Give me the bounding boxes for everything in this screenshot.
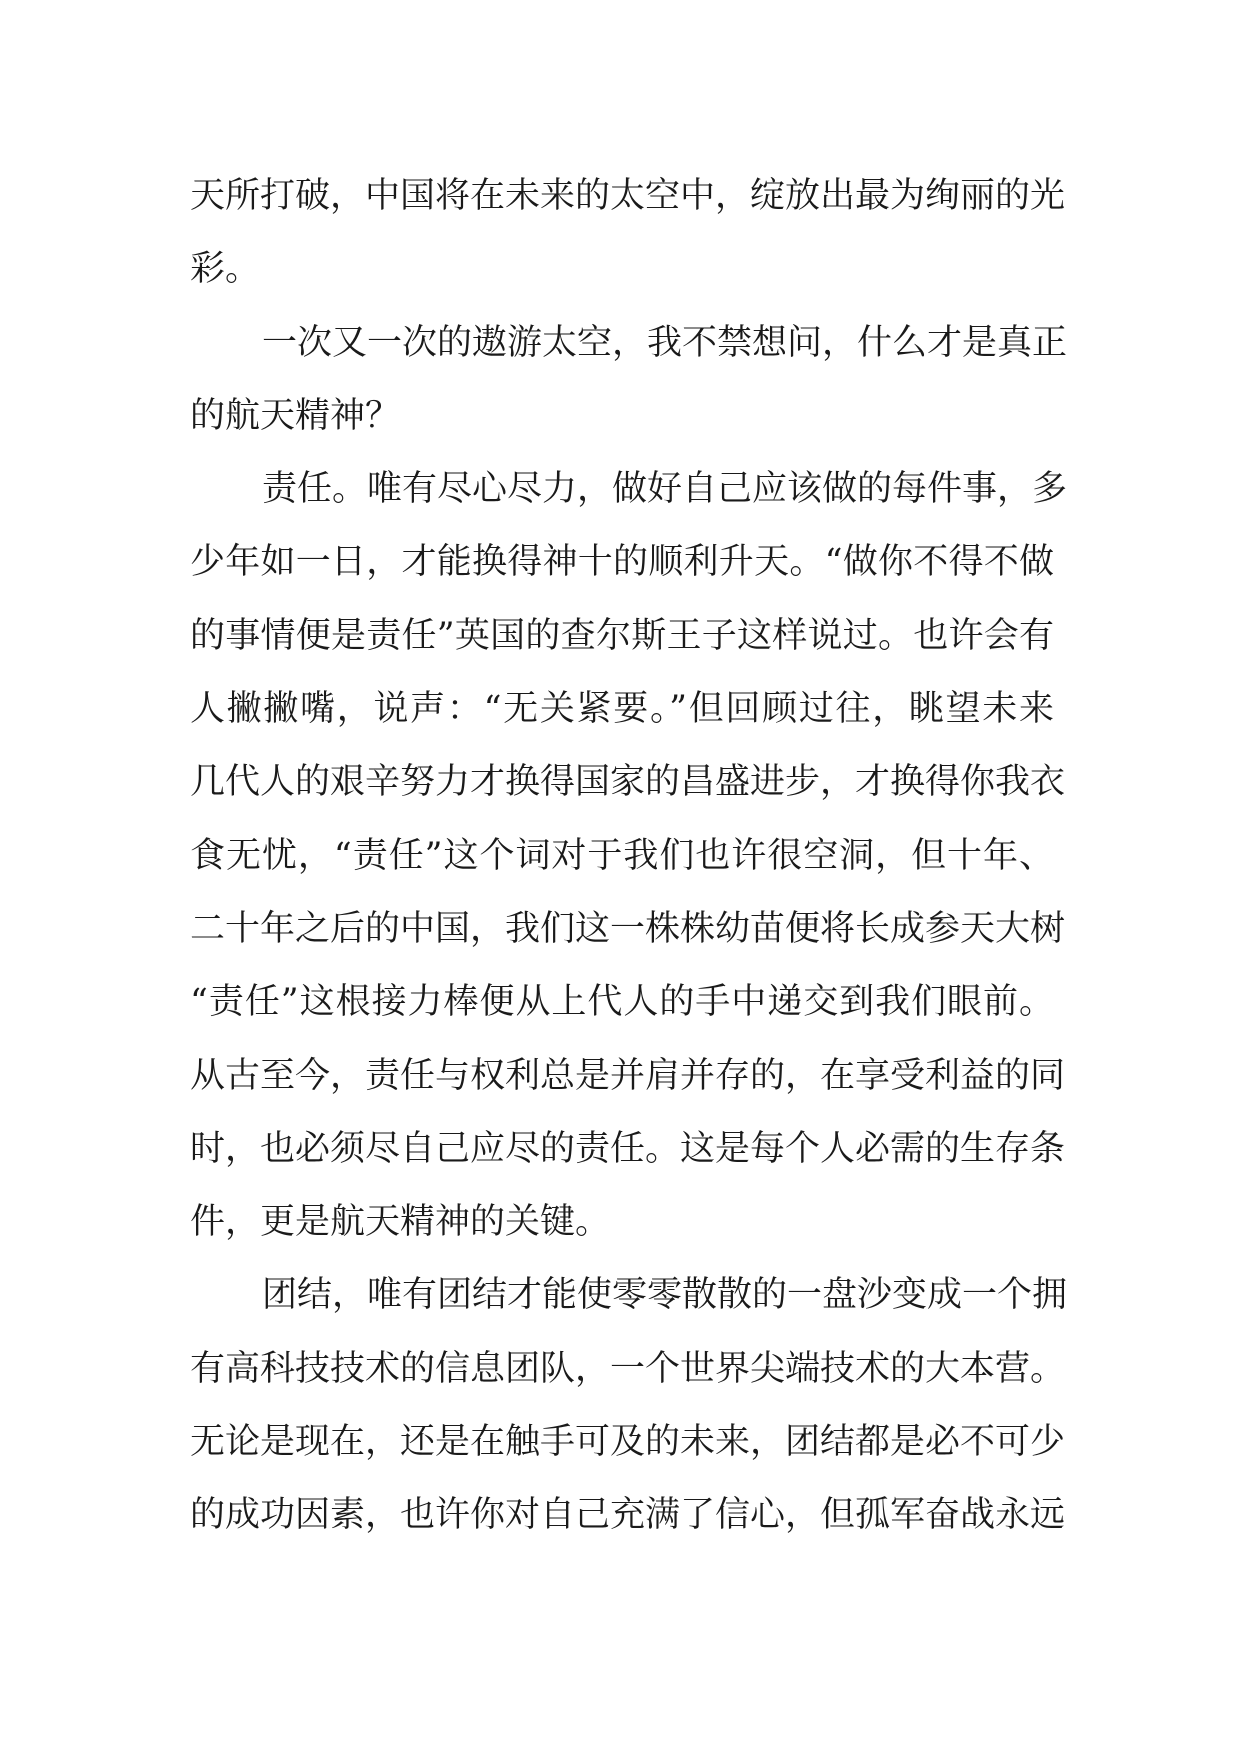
text-line: 件，更是航天精神的关键。 xyxy=(190,1202,611,1243)
text-line: 几代人的艰辛努力才换得国家的昌盛进步，才换得你我衣 xyxy=(190,762,1066,803)
document-body xyxy=(190,160,1068,1553)
paragraph xyxy=(190,453,1068,1259)
paragraph xyxy=(190,307,1068,454)
paragraph xyxy=(190,160,1066,307)
text-line: 二十年之后的中国，我们这一株株幼苗便将长成参天大树 xyxy=(190,908,1066,949)
text-line: 有高科技技术的信息团队，一个世界尖端技术的大本营。 xyxy=(190,1348,1066,1389)
text-line: 责任。唯有尽心尽力，做好自己应该做的每件事，多 xyxy=(262,469,1068,510)
text-line: 少年如一日，才能换得神十的顺利升天。“做你不得不做 xyxy=(190,542,1054,583)
text-line: 的航天精神？ xyxy=(190,395,401,436)
text-line: 团结，唯有团结才能使零零散散的一盘沙变成一个拥 xyxy=(262,1275,1068,1316)
text-line: 的事情便是责任”英国的查尔斯王子这样说过。也许会有 xyxy=(190,615,1054,656)
text-line: “责任”这根接力棒便从上代人的手中递交到我们眼前。 xyxy=(190,982,1054,1023)
text-line: 食无忧，“责任”这个词对于我们也许很空洞，但十年、 xyxy=(190,835,1054,876)
text-line: 人撇撇嘴，说声：“无关紧要。”但回顾过往，眺望未来 xyxy=(190,689,1054,730)
text-line: 一次又一次的遨游太空，我不禁想问，什么才是真正 xyxy=(262,322,1068,363)
text-line: 的成功因素，也许你对自己充满了信心，但孤军奋战永远 xyxy=(190,1495,1066,1536)
text-line: 无论是现在，还是在触手可及的未来，团结都是必不可少 xyxy=(190,1422,1066,1463)
paragraph xyxy=(190,1259,1068,1552)
text-line: 时，也必须尽自己应尽的责任。这是每个人必需的生存条 xyxy=(190,1128,1066,1169)
text-line: 彩。 xyxy=(190,249,261,290)
text-line: 从古至今，责任与权利总是并肩并存的，在享受利益的同 xyxy=(190,1055,1066,1096)
text-line: 天所打破，中国将在未来的太空中，绽放出最为绚丽的光 xyxy=(190,176,1066,216)
